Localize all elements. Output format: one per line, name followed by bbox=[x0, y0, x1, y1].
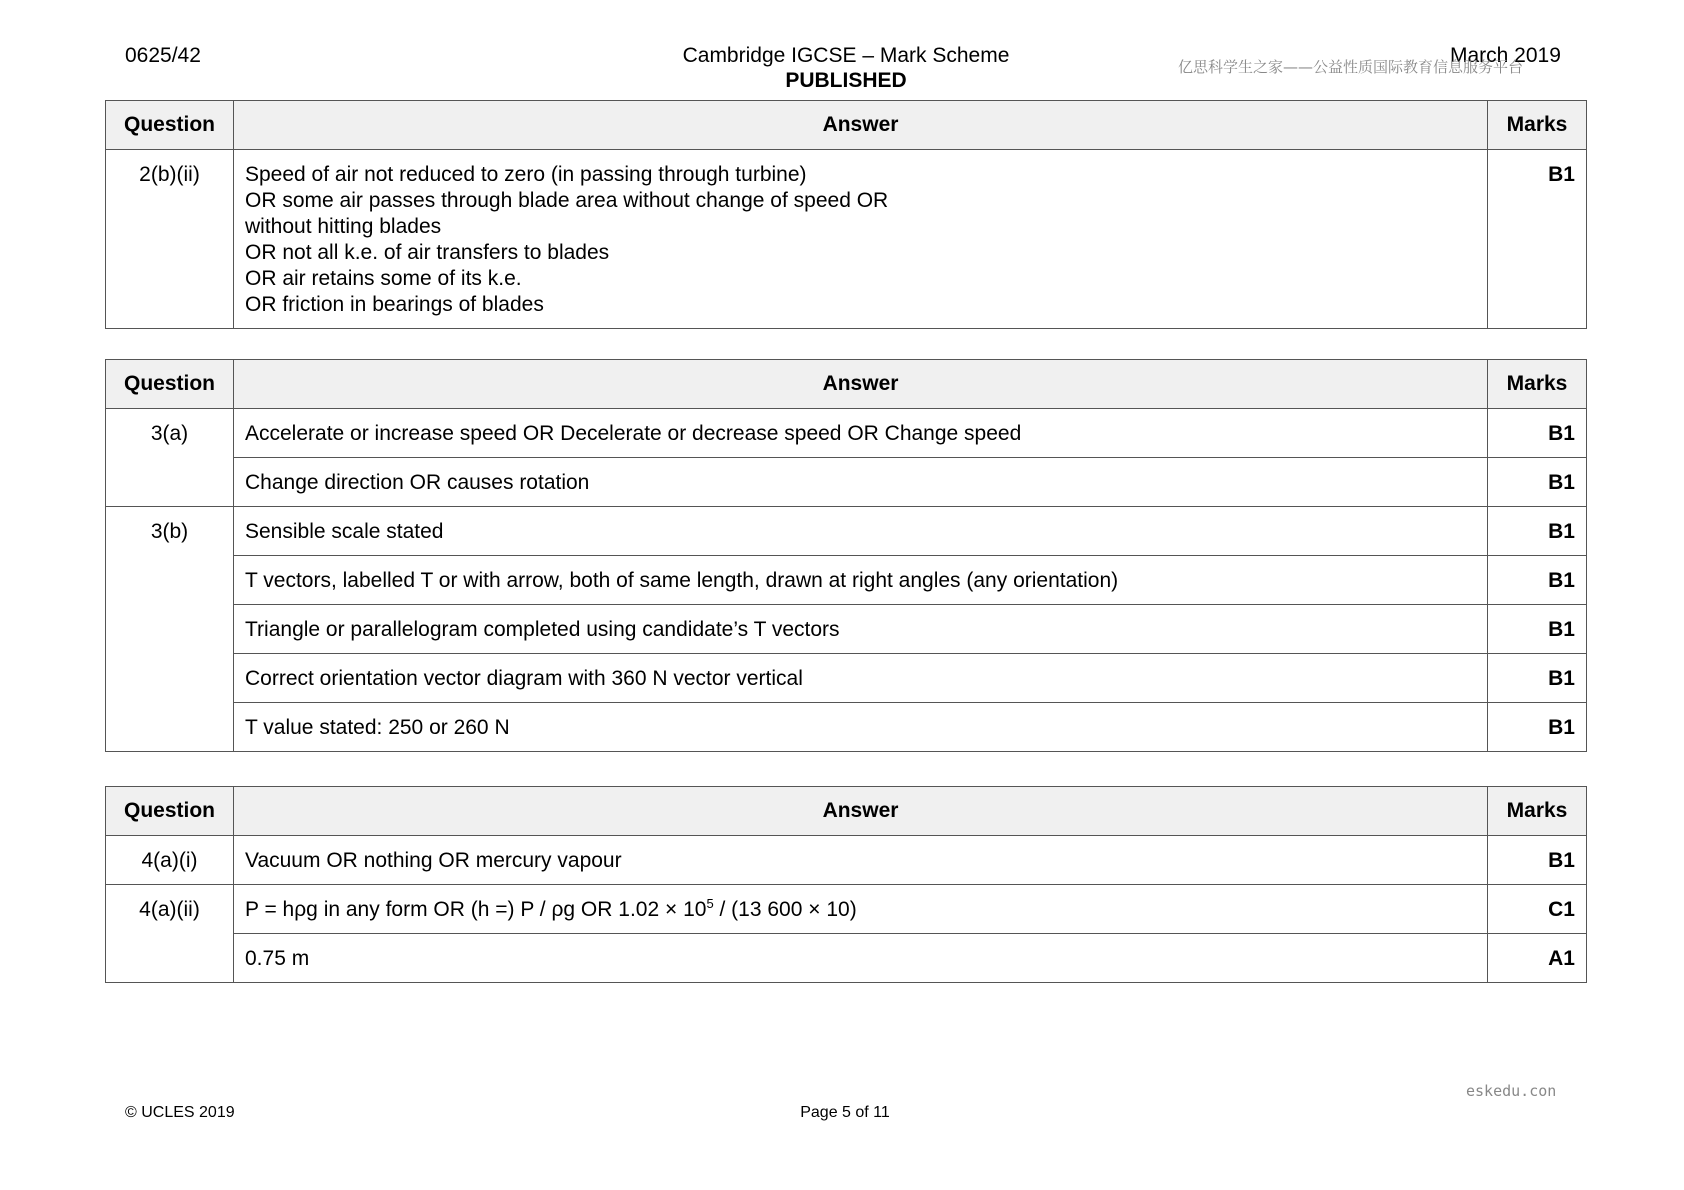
table-row bbox=[106, 409, 1587, 458]
answer-cell: T vectors, labelled T or with arrow, both of same length, drawn at right angles (any orientation) bbox=[234, 556, 1488, 605]
document-title: Cambridge IGCSE – Mark Scheme bbox=[682, 44, 1010, 67]
answer-cell: Correct orientation vector diagram with 360 N vector vertical bbox=[234, 654, 1488, 703]
answer-cell bbox=[234, 885, 1488, 934]
mark-cell: B1 bbox=[1488, 703, 1587, 752]
mark-table-q2 bbox=[105, 100, 1587, 329]
question-cell: 4(a)(ii) bbox=[106, 885, 234, 983]
mark-table-q3 bbox=[105, 359, 1587, 752]
copyright: © UCLES 2019 bbox=[125, 1104, 235, 1121]
answer-cell: T value stated: 250 or 260 N bbox=[234, 703, 1488, 752]
answer-line: OR not all k.e. of air transfers to blades bbox=[245, 241, 610, 264]
mark-cell: B1 bbox=[1488, 556, 1587, 605]
mark-cell: B1 bbox=[1488, 654, 1587, 703]
answer-cell bbox=[234, 150, 1488, 329]
table-header-row bbox=[106, 787, 1587, 836]
chinese-watermark: 亿思科学生之家——公益性质国际教育信息服务平台 bbox=[1178, 58, 1524, 76]
mark-cell: A1 bbox=[1488, 934, 1587, 983]
answer-cell: Sensible scale stated bbox=[234, 507, 1488, 556]
marks-header: Marks bbox=[1488, 360, 1587, 409]
question-header: Question bbox=[106, 787, 234, 836]
question-cell: 3(b) bbox=[106, 507, 234, 752]
mark-cell: B1 bbox=[1488, 458, 1587, 507]
formula-text: P = hρg in any form OR (h =) P / ρg OR 1.02 × 10 bbox=[245, 898, 707, 921]
question-header: Question bbox=[106, 101, 234, 150]
formula-text-end: / (13 600 × 10) bbox=[713, 898, 857, 921]
answer-cell: Accelerate or increase speed OR Decelerate or decrease speed OR Change speed bbox=[234, 409, 1488, 458]
answer-cell: Change direction OR causes rotation bbox=[234, 458, 1488, 507]
exam-date: March 2019 bbox=[1450, 44, 1561, 67]
answer-cell: Triangle or parallelogram completed using candidate’s T vectors bbox=[234, 605, 1488, 654]
answer-line: without hitting blades bbox=[245, 215, 442, 238]
table-row bbox=[106, 836, 1587, 885]
mark-cell: B1 bbox=[1488, 507, 1587, 556]
answer-cell: 0.75 m bbox=[234, 934, 1488, 983]
marks-header: Marks bbox=[1488, 787, 1587, 836]
marks-header: Marks bbox=[1488, 101, 1587, 150]
table-row bbox=[106, 605, 1587, 654]
mark-cell: B1 bbox=[1488, 836, 1587, 885]
answer-header: Answer bbox=[234, 360, 1488, 409]
answer-line: OR air retains some of its k.e. bbox=[245, 267, 522, 290]
answer-cell: Vacuum OR nothing OR mercury vapour bbox=[234, 836, 1488, 885]
published-label: PUBLISHED bbox=[785, 69, 907, 92]
table-row bbox=[106, 934, 1587, 983]
formula-exponent: 5 bbox=[706, 896, 714, 911]
url-watermark: eskedu.con bbox=[1466, 1082, 1557, 1100]
mark-cell: B1 bbox=[1488, 150, 1587, 329]
page-number: Page 5 of 11 bbox=[800, 1104, 890, 1121]
answer-line: OR friction in bearings of blades bbox=[245, 293, 544, 316]
question-cell: 3(a) bbox=[106, 409, 234, 507]
table-row bbox=[106, 703, 1587, 752]
table-row bbox=[106, 458, 1587, 507]
table-header-row bbox=[106, 360, 1587, 409]
mark-cell: B1 bbox=[1488, 409, 1587, 458]
table-row bbox=[106, 507, 1587, 556]
mark-cell: B1 bbox=[1488, 605, 1587, 654]
answer-header: Answer bbox=[234, 787, 1488, 836]
table-row bbox=[106, 556, 1587, 605]
mark-table-q4 bbox=[105, 786, 1587, 983]
table-row bbox=[106, 885, 1587, 934]
table-row bbox=[106, 150, 1587, 329]
answer-line: OR some air passes through blade area without change of speed OR bbox=[245, 189, 889, 212]
paper-code: 0625/42 bbox=[125, 44, 201, 67]
answer-header: Answer bbox=[234, 101, 1488, 150]
question-cell: 2(b)(ii) bbox=[106, 150, 234, 329]
table-row bbox=[106, 654, 1587, 703]
table-header-row bbox=[106, 101, 1587, 150]
answer-line: Speed of air not reduced to zero (in passing through turbine) bbox=[245, 163, 807, 186]
question-cell: 4(a)(i) bbox=[106, 836, 234, 885]
mark-cell: C1 bbox=[1488, 885, 1587, 934]
question-header: Question bbox=[106, 360, 234, 409]
